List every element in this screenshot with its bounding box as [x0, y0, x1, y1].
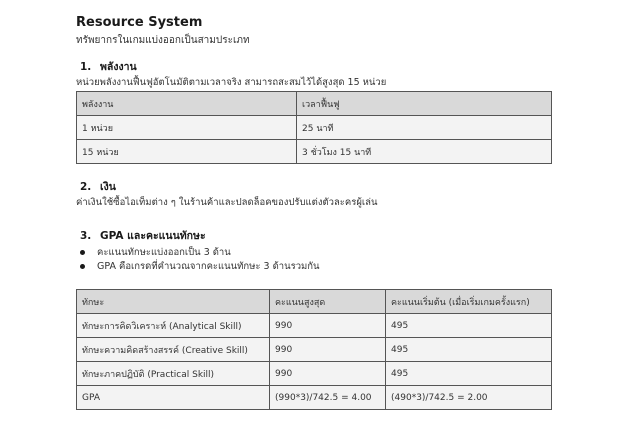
table-row: [77, 386, 552, 410]
section-gpa-skills: [76, 229, 552, 410]
table-cell: 990: [270, 338, 386, 362]
section-heading: [76, 180, 378, 194]
list-item-text: คะแนนทักษะแบ่งออกเป็น 3 ด้าน: [97, 247, 231, 258]
table-cell: GPA: [77, 386, 270, 410]
document-title: Resource System: [76, 15, 203, 30]
bullet-list: [76, 246, 552, 274]
table-header-row: [77, 92, 552, 116]
section-description: หน่วยพลังงานฟื้นฟูอัตโนมัติตามเวลาจริง สามารถสะสมไว้ได้สูงสุด 15 หน่วย: [76, 77, 387, 88]
table-cell: 15 หน่วย: [77, 140, 297, 164]
table-header-cell: คะแนนเริ่มต้น (เมื่อเริ่มเกมครั้งแรก): [386, 290, 552, 314]
list-item: [76, 260, 552, 274]
table-row: [77, 116, 552, 140]
bullet-icon: [80, 250, 85, 255]
table-cell: ทักษะภาคปฏิบัติ (Practical Skill): [77, 362, 270, 386]
section-number: 3.: [80, 230, 92, 242]
section-number: 1.: [80, 61, 92, 73]
section-heading: [76, 60, 552, 74]
section-heading: [76, 229, 552, 243]
document: [76, 14, 552, 403]
table-cell: 3 ชั่วโมง 15 นาที: [297, 140, 552, 164]
table-header-cell: ทักษะ: [77, 290, 270, 314]
table-row: [77, 314, 552, 338]
section-title: พลังงาน: [100, 61, 137, 73]
table-cell: 495: [386, 314, 552, 338]
document-subtitle: ทรัพยากรในเกมแบ่งออกเป็นสามประเภท: [76, 35, 250, 46]
table-cell: ทักษะการคิดวิเคราะห์ (Analytical Skill): [77, 314, 270, 338]
table-row: [77, 338, 552, 362]
table-header-row: [77, 290, 552, 314]
skills-table: [76, 289, 552, 410]
table-cell: (490*3)/742.5 = 2.00: [386, 386, 552, 410]
section-description: ค่าเงินใช้ซื้อไอเท็มต่าง ๆ ในร้านค้าและปลดล็อคของปรับแต่งตัวละครผู้เล่น: [76, 197, 378, 208]
table-row: [77, 140, 552, 164]
list-item: [76, 246, 552, 260]
table-cell: ทักษะความคิดสร้างสรรค์ (Creative Skill): [77, 338, 270, 362]
table-cell: 495: [386, 338, 552, 362]
section-money: [76, 180, 378, 209]
table-header-cell: เวลาฟื้นฟู: [297, 92, 552, 116]
table-cell: 990: [270, 362, 386, 386]
bullet-icon: [80, 264, 85, 269]
section-title: เงิน: [100, 181, 116, 193]
table-row: [77, 362, 552, 386]
table-cell: 1 หน่วย: [77, 116, 297, 140]
section-energy: [76, 60, 552, 164]
table-cell: 495: [386, 362, 552, 386]
section-number: 2.: [80, 181, 92, 193]
energy-table: [76, 91, 552, 164]
table-cell: 25 นาที: [297, 116, 552, 140]
table-header-cell: พลังงาน: [77, 92, 297, 116]
list-item-text: GPA คือเกรดที่คำนวณจากคะแนนทักษะ 3 ด้านรวมกัน: [97, 261, 320, 272]
table-cell: (990*3)/742.5 = 4.00: [270, 386, 386, 410]
table-header-cell: คะแนนสูงสุด: [270, 290, 386, 314]
section-title: GPA และคะแนนทักษะ: [100, 230, 206, 242]
table-cell: 990: [270, 314, 386, 338]
